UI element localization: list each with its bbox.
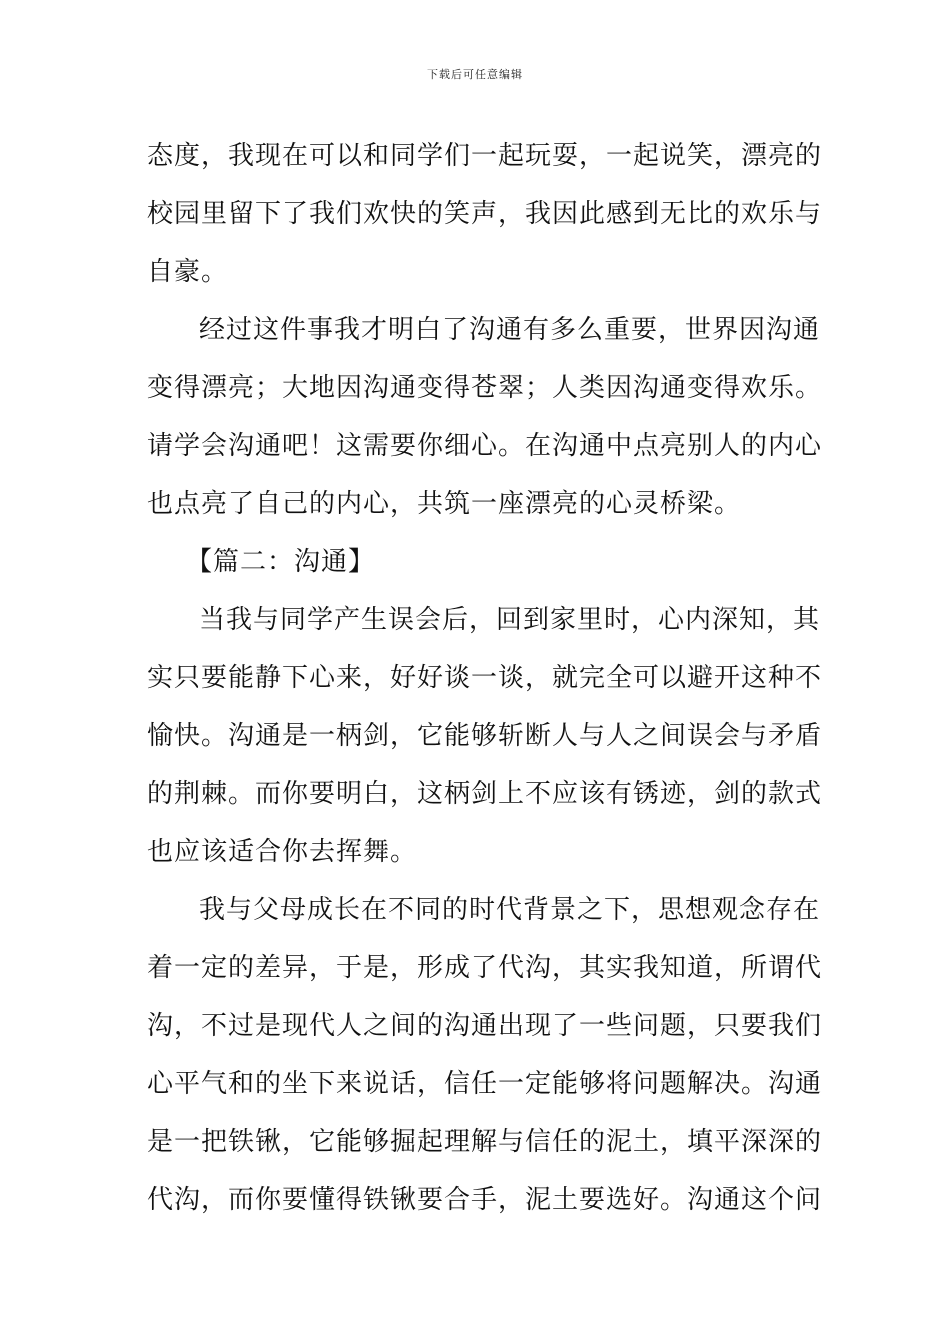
text-line: 愉快。沟通是一柄剑，它能够斩断人与人之间误会与矛盾 (147, 721, 823, 751)
text-line: 的荆棘。而你要明白，这柄剑上不应该有锈迹，剑的款式 (147, 779, 823, 809)
header-note: 下载后可任意编辑 (427, 68, 523, 81)
text-line: 实只要能静下心来，好好谈一谈，就完全可以避开这种不 (147, 663, 823, 693)
text-line: 请学会沟通吧！这需要你细心。在沟通中点亮别人的内心 (147, 431, 823, 461)
text-line: 是一把铁锹，它能够掘起理解与信任的泥土，填平深深的 (147, 1127, 823, 1157)
text-line: 心平气和的坐下来说话，信任一定能够将问题解决。沟通 (147, 1069, 823, 1099)
paragraph-first-line: 经过这件事我才明白了沟通有多么重要，世界因沟通 (199, 315, 821, 345)
text-line: 着一定的差异，于是，形成了代沟，其实我知道，所谓代 (147, 953, 823, 983)
text-line: 沟，不过是现代人之间的沟通出现了一些问题，只要我们 (147, 1011, 823, 1041)
paragraph-first-line: 我与父母成长在不同的时代背景之下，思想观念存在 (199, 895, 821, 925)
text-line: 代沟，而你要懂得铁锹要合手，泥土要选好。沟通这个问 (147, 1185, 823, 1215)
paragraph-first-line: 当我与同学产生误会后，回到家里时，心内深知，其 (199, 605, 821, 635)
text-line: 变得漂亮；大地因沟通变得苍翠；人类因沟通变得欢乐。 (147, 373, 823, 403)
text-line: 也应该适合你去挥舞。 (147, 837, 418, 867)
section-heading: 【篇二：沟通】 (186, 547, 376, 577)
text-line: 自豪。 (147, 257, 229, 287)
text-line: 也点亮了自己的内心，共筑一座漂亮的心灵桥梁。 (147, 489, 742, 519)
text-line: 校园里留下了我们欢快的笑声，我因此感到无比的欢乐与 (147, 199, 823, 229)
text-line: 态度，我现在可以和同学们一起玩耍，一起说笑，漂亮的 (147, 141, 823, 171)
document-body (147, 127, 823, 1229)
